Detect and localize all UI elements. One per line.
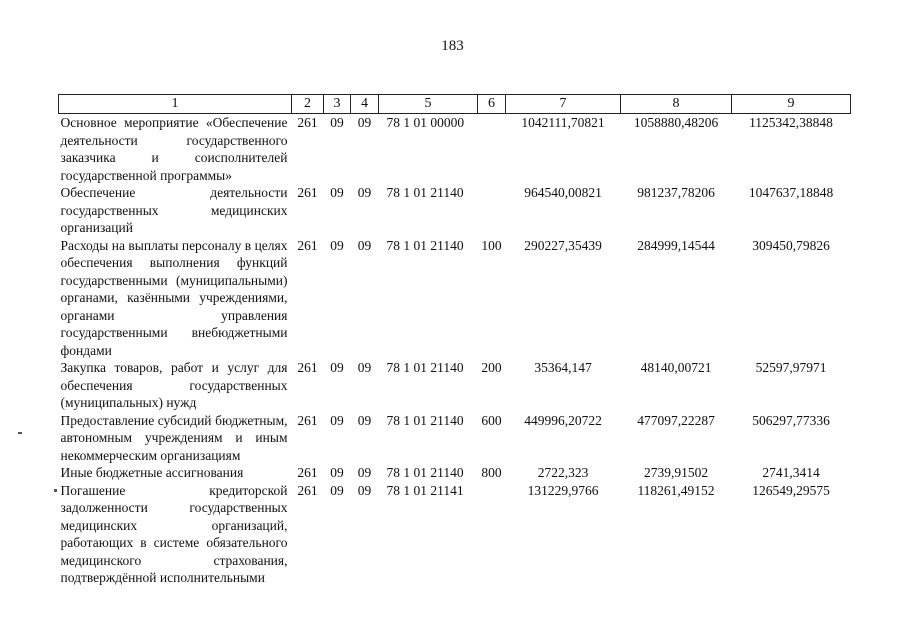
- row-name: Расходы на выплаты персоналу в целях обеспечения выполнения функций государственными (муниципальными) органами, казёнными учреждениями, органами управления государственными внебюджетными фондами: [60, 237, 288, 358]
- column-header: 5: [379, 95, 478, 114]
- cell-amount-8: 48140,00721: [640, 360, 712, 375]
- cell-subsection: 09: [357, 115, 372, 130]
- cell-ministry-code: 261: [297, 360, 318, 375]
- row-name: Предоставление субсидий бюджетным, автономным учреждениям и иным некоммерческим организациям: [60, 412, 288, 463]
- cell-amount-7: 1042111,70821: [521, 115, 605, 130]
- table-row: [59, 237, 851, 360]
- table-row: [59, 412, 851, 465]
- cell-ministry-code: 261: [297, 115, 318, 130]
- column-header: 8: [621, 95, 732, 114]
- cell-section: 09: [330, 465, 344, 480]
- cell-amount-8: 1058880,48206: [633, 115, 719, 130]
- cell-section: 09: [330, 237, 344, 253]
- cell-ministry-code: 261: [297, 412, 318, 428]
- cell-expense-type: [478, 184, 506, 237]
- cell-amount-7: 2722,323: [537, 465, 589, 480]
- row-name: Основное мероприятие «Обеспечение деятельности государственного заказчика и соисполнителей государственной программы»: [60, 115, 288, 183]
- cell-section: 09: [330, 482, 344, 498]
- cell-expense-type: 800: [481, 465, 502, 480]
- table-row: [59, 482, 851, 587]
- cell-amount-8: 477097,22287: [637, 412, 715, 428]
- cell-ministry-code: 261: [297, 237, 318, 253]
- cell-expense-type: 100: [481, 237, 502, 253]
- scan-speck: [54, 489, 57, 492]
- column-header: 7: [506, 95, 621, 114]
- cell-amount-7: 449996,20722: [524, 412, 602, 428]
- cell-amount-8: 981237,78206: [637, 185, 715, 200]
- table-row: [59, 464, 851, 482]
- cell-ministry-code: 261: [297, 465, 318, 480]
- cell-amount-9: 1047637,18848: [748, 185, 834, 200]
- cell-section: 09: [330, 360, 344, 375]
- cell-amount-7: 35364,147: [534, 360, 592, 375]
- cell-target-article: 78 1 01 21140: [386, 465, 464, 480]
- cell-subsection: 09: [357, 465, 372, 480]
- cell-target-article: 78 1 01 21140: [386, 412, 464, 428]
- cell-ministry-code: 261: [297, 482, 318, 498]
- cell-expense-type: [478, 482, 506, 587]
- column-header: 1: [59, 95, 292, 114]
- cell-amount-9: 126549,29575: [752, 482, 830, 498]
- row-name: Обеспечение деятельности государственных медицинских организаций: [60, 185, 288, 235]
- cell-subsection: 09: [357, 360, 372, 375]
- scan-speck: [18, 432, 22, 434]
- cell-subsection: 09: [357, 237, 372, 253]
- cell-target-article: 78 1 01 21140: [386, 360, 464, 375]
- cell-amount-7: 290227,35439: [524, 237, 602, 253]
- cell-target-article: 78 1 01 21140: [386, 185, 464, 200]
- column-header: 3: [324, 95, 351, 114]
- row-name: Погашение кредиторской задолженности государственных медицинских организаций, работающих в системе обязательного медицинского страхования, подтверждённой исполнительными: [60, 482, 288, 585]
- column-header: 2: [292, 95, 324, 114]
- cell-target-article: 78 1 01 21141: [386, 482, 464, 498]
- cell-expense-type: 600: [481, 412, 502, 428]
- cell-amount-9: 2741,3414: [762, 465, 820, 480]
- column-header: 4: [351, 95, 379, 114]
- cell-subsection: 09: [357, 185, 372, 200]
- cell-amount-9: 1125342,38848: [749, 115, 833, 130]
- cell-amount-7: 964540,00821: [524, 185, 602, 200]
- cell-target-article: 78 1 01 00000: [386, 115, 465, 130]
- table-header-row: [59, 95, 851, 114]
- cell-section: 09: [330, 412, 344, 428]
- budget-table: [58, 94, 851, 587]
- column-header: 9: [732, 95, 851, 114]
- cell-subsection: 09: [357, 412, 372, 428]
- row-name: Иные бюджетные ассигнования: [60, 465, 244, 480]
- cell-section: 09: [330, 115, 344, 130]
- cell-amount-9: 506297,77336: [752, 412, 830, 428]
- page-number: 183: [441, 38, 464, 54]
- table-row: [59, 359, 851, 412]
- cell-amount-8: 118261,49152: [637, 482, 715, 498]
- cell-expense-type: 200: [481, 360, 502, 375]
- cell-amount-8: 2739,91502: [643, 465, 709, 480]
- cell-amount-9: 309450,79826: [752, 237, 830, 253]
- cell-subsection: 09: [357, 482, 372, 498]
- cell-amount-9: 52597,97971: [755, 360, 827, 375]
- column-header: 6: [478, 95, 506, 114]
- table-row: [59, 114, 851, 185]
- cell-expense-type: [478, 114, 506, 185]
- cell-amount-7: 131229,9766: [527, 482, 599, 498]
- cell-target-article: 78 1 01 21140: [386, 237, 464, 253]
- cell-amount-8: 284999,14544: [637, 237, 715, 253]
- row-name: Закупка товаров, работ и услуг для обеспечения государственных (муниципальных) нужд: [60, 360, 288, 410]
- table-row: [59, 184, 851, 237]
- cell-section: 09: [330, 185, 344, 200]
- cell-ministry-code: 261: [297, 185, 318, 200]
